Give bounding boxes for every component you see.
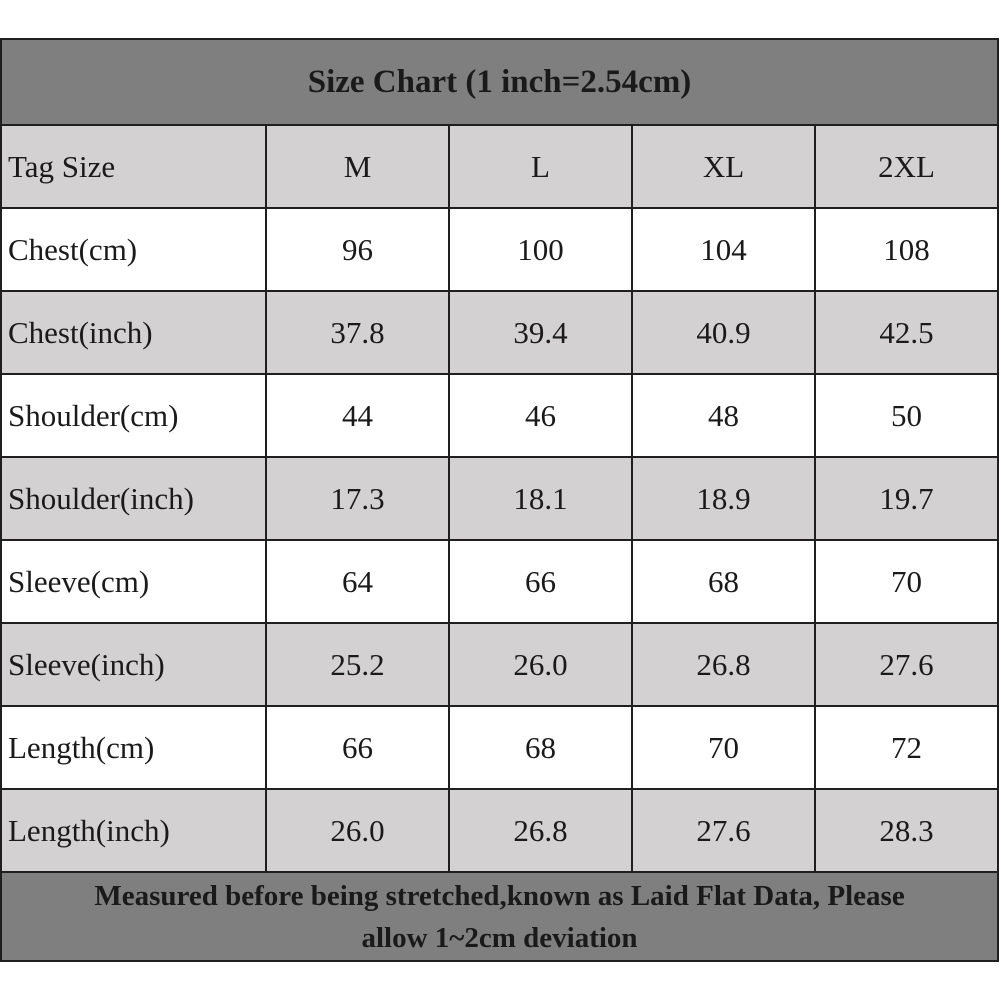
table-cell: 40.9: [632, 291, 815, 374]
header-size-m: M: [266, 125, 449, 208]
table-cell: 19.7: [815, 457, 998, 540]
table-cell: 108: [815, 208, 998, 291]
table-cell: 37.8: [266, 291, 449, 374]
row-label: Length(inch): [1, 789, 266, 872]
table-row: [1, 706, 998, 789]
table-cell: 50: [815, 374, 998, 457]
header-row: [1, 125, 998, 208]
table-cell: 68: [449, 706, 632, 789]
row-label: Shoulder(inch): [1, 457, 266, 540]
table-row: [1, 789, 998, 872]
table-cell: 46: [449, 374, 632, 457]
footer-row: [1, 872, 998, 961]
table-cell: 64: [266, 540, 449, 623]
table-cell: 27.6: [632, 789, 815, 872]
table-cell: 72: [815, 706, 998, 789]
row-label: Length(cm): [1, 706, 266, 789]
table-row: [1, 540, 998, 623]
table-cell: 66: [449, 540, 632, 623]
table-cell: 44: [266, 374, 449, 457]
header-size-xl: XL: [632, 125, 815, 208]
table-cell: 39.4: [449, 291, 632, 374]
table-cell: 26.0: [266, 789, 449, 872]
row-label: Sleeve(cm): [1, 540, 266, 623]
row-label: Sleeve(inch): [1, 623, 266, 706]
row-label: Shoulder(cm): [1, 374, 266, 457]
table-cell: 26.8: [449, 789, 632, 872]
table-cell: 26.8: [632, 623, 815, 706]
size-chart-table: [0, 38, 999, 962]
table-row: [1, 291, 998, 374]
table-cell: 27.6: [815, 623, 998, 706]
footer-note-line1: Measured before being stretched,known as Laid Flat Data, Please: [94, 879, 905, 912]
table-cell: 66: [266, 706, 449, 789]
table-cell: 70: [815, 540, 998, 623]
table-cell: 18.1: [449, 457, 632, 540]
title-row: [1, 39, 998, 125]
footer-note: [1, 872, 998, 961]
table-cell: 104: [632, 208, 815, 291]
table-cell: 28.3: [815, 789, 998, 872]
footer-note-line2: allow 1~2cm deviation: [361, 921, 638, 954]
header-size-l: L: [449, 125, 632, 208]
table-cell: 100: [449, 208, 632, 291]
table-cell: 48: [632, 374, 815, 457]
table-row: [1, 623, 998, 706]
table-cell: 18.9: [632, 457, 815, 540]
table-cell: 26.0: [449, 623, 632, 706]
table-row: [1, 374, 998, 457]
header-size-2xl: 2XL: [815, 125, 998, 208]
row-label: Chest(cm): [1, 208, 266, 291]
table-cell: 96: [266, 208, 449, 291]
table-cell: 17.3: [266, 457, 449, 540]
table-row: [1, 457, 998, 540]
table-title: Size Chart (1 inch=2.54cm): [1, 39, 998, 125]
table-cell: 25.2: [266, 623, 449, 706]
table-cell: 68: [632, 540, 815, 623]
table-cell: 70: [632, 706, 815, 789]
table-row: [1, 208, 998, 291]
header-label: Tag Size: [1, 125, 266, 208]
row-label: Chest(inch): [1, 291, 266, 374]
table-cell: 42.5: [815, 291, 998, 374]
